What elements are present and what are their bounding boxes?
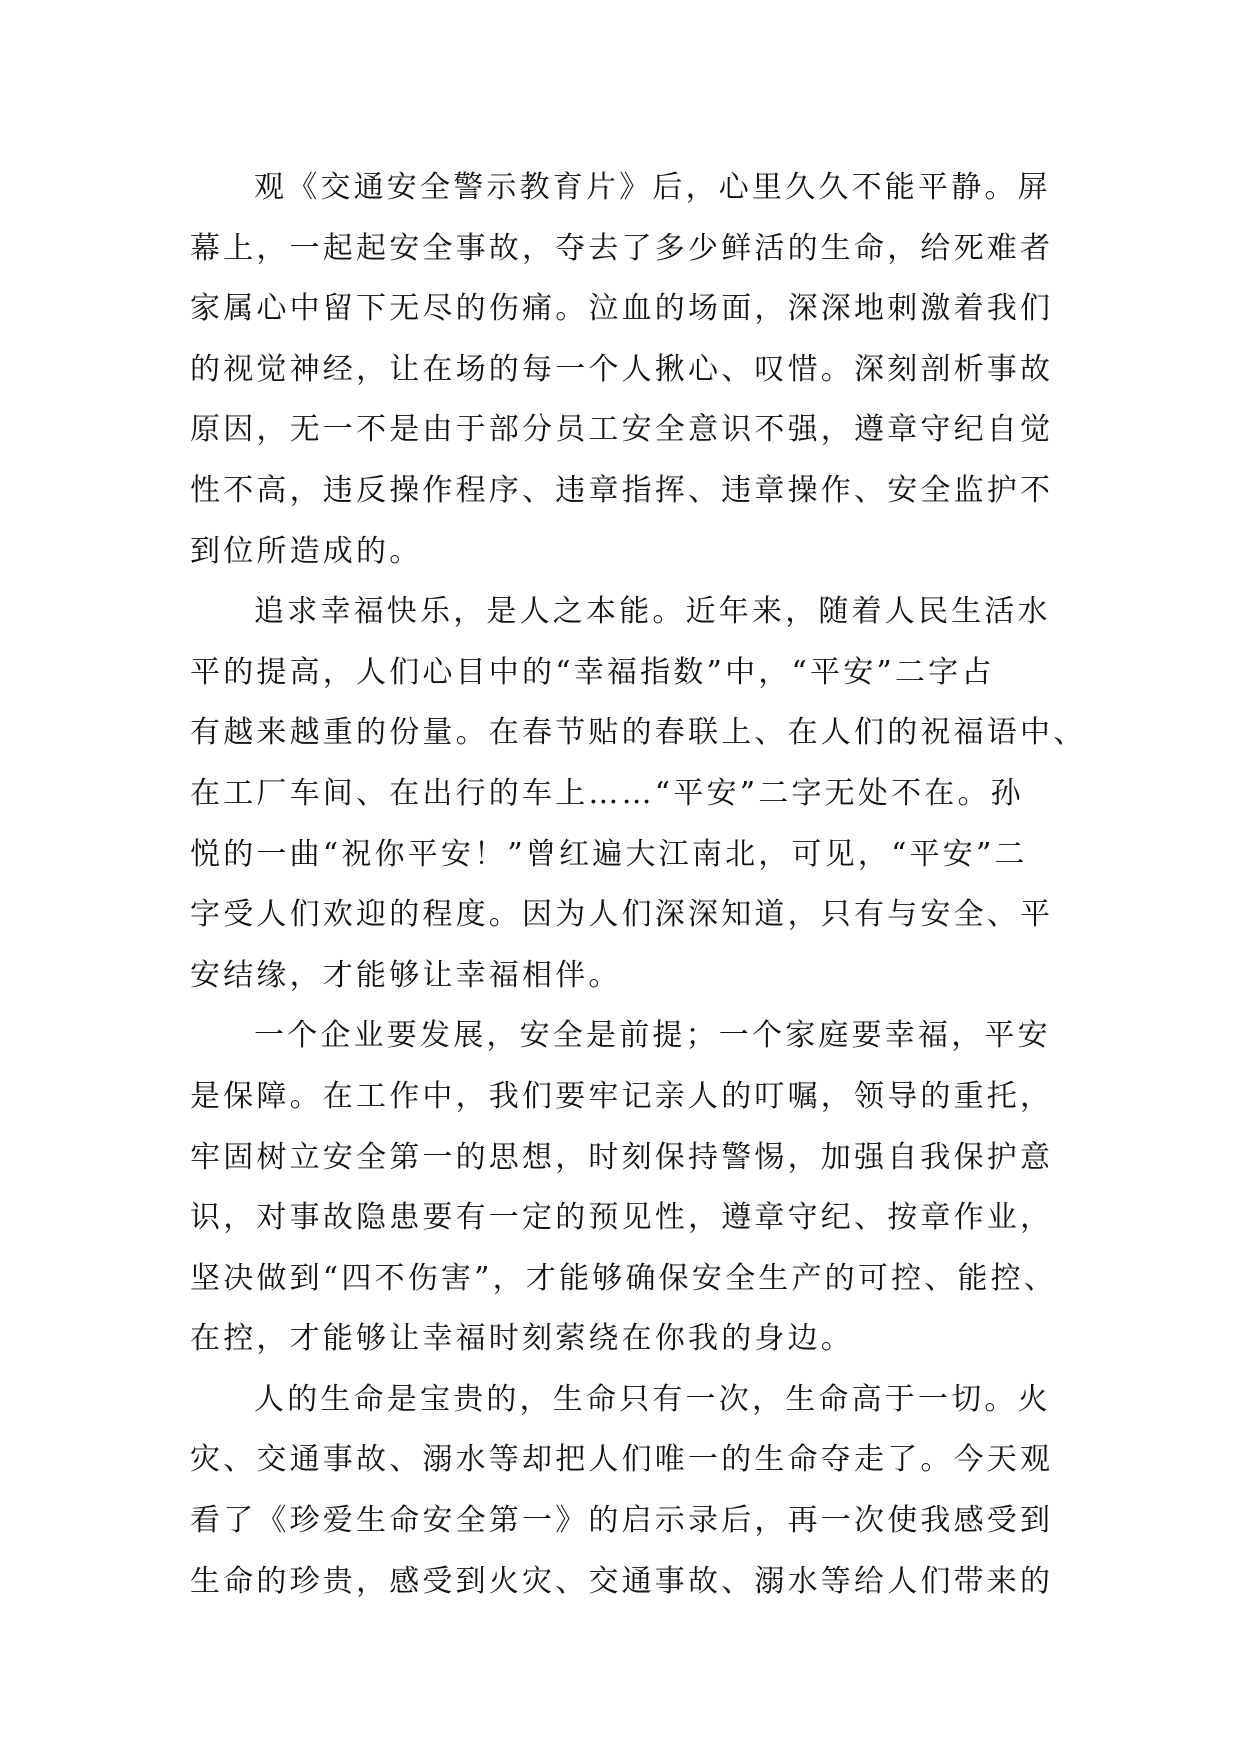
text-line: 家属心中留下无尽的伤痛。泣血的场面，深深地刺激着我们 bbox=[190, 291, 1054, 327]
text-line: 是保障。在工作中，我们要牢记亲人的叮嘱，领导的重托， bbox=[190, 1078, 1054, 1114]
text-line: 安结缘，才能够让幸福相伴。 bbox=[190, 957, 622, 993]
text-line: 悦的一曲“祝你平安！”曾红遍大江南北，可见，“平安”二 bbox=[190, 836, 1028, 872]
text-line: 幕上，一起起安全事故，夺去了多少鲜活的生命，给死难者 bbox=[190, 230, 1054, 266]
text-line: 在控，才能够让幸福时刻萦绕在你我的身边。 bbox=[190, 1321, 854, 1357]
text-line: 在工厂车间、在出行的车上……“平安”二字无处不在。孙 bbox=[190, 775, 1024, 811]
text-line: 字受人们欢迎的程度。因为人们深深知道，只有与安全、平 bbox=[190, 897, 1054, 933]
text-line: 坚决做到“四不伤害”，才能够确保安全生产的可控、能控、 bbox=[190, 1260, 1058, 1296]
text-line: 追求幸福快乐，是人之本能。近年来，随着人民生活水 bbox=[254, 594, 1051, 630]
paragraph-4 bbox=[190, 1370, 1054, 1612]
text-line: 到位所造成的。 bbox=[190, 533, 423, 569]
text-line: 有越来越重的份量。在春节贴的春联上、在人们的祝福语中、 bbox=[190, 715, 1087, 751]
paragraph-1 bbox=[190, 158, 1054, 582]
text-line: 看了《珍爱生命安全第一》的启示录后，再一次使我感受到 bbox=[190, 1503, 1054, 1539]
paragraph-2 bbox=[190, 582, 1087, 1006]
text-line: 性不高，违反操作程序、违章指挥、违章操作、安全监护不 bbox=[190, 472, 1054, 508]
text-line: 识，对事故隐患要有一定的预见性，遵章守纪、按章作业， bbox=[190, 1200, 1054, 1236]
text-line: 观《交通安全警示教育片》后，心里久久不能平静。屏 bbox=[254, 170, 1051, 205]
text-line: 人的生命是宝贵的，生命只有一次，生命高于一切。火 bbox=[254, 1381, 1051, 1417]
text-line: 原因，无一不是由于部分员工安全意识不强，遵章守纪自觉 bbox=[190, 412, 1054, 448]
text-line: 灾、交通事故、溺水等却把人们唯一的生命夺走了。今天观 bbox=[190, 1442, 1054, 1478]
text-line: 牢固树立安全第一的思想，时刻保持警惕，加强自我保护意 bbox=[190, 1139, 1054, 1175]
text-line: 的视觉神经，让在场的每一个人揪心、叹惜。深刻剖析事故 bbox=[190, 351, 1054, 387]
text-line: 平的提高，人们心目中的“幸福指数”中，“平安”二字占 bbox=[190, 654, 995, 690]
text-line: 生命的珍贵，感受到火灾、交通事故、溺水等给人们带来的 bbox=[190, 1563, 1054, 1599]
document-body bbox=[190, 158, 1087, 1612]
paragraph-3 bbox=[190, 1006, 1058, 1370]
text-line: 一个企业要发展，安全是前提；一个家庭要幸福，平安 bbox=[254, 1018, 1051, 1054]
